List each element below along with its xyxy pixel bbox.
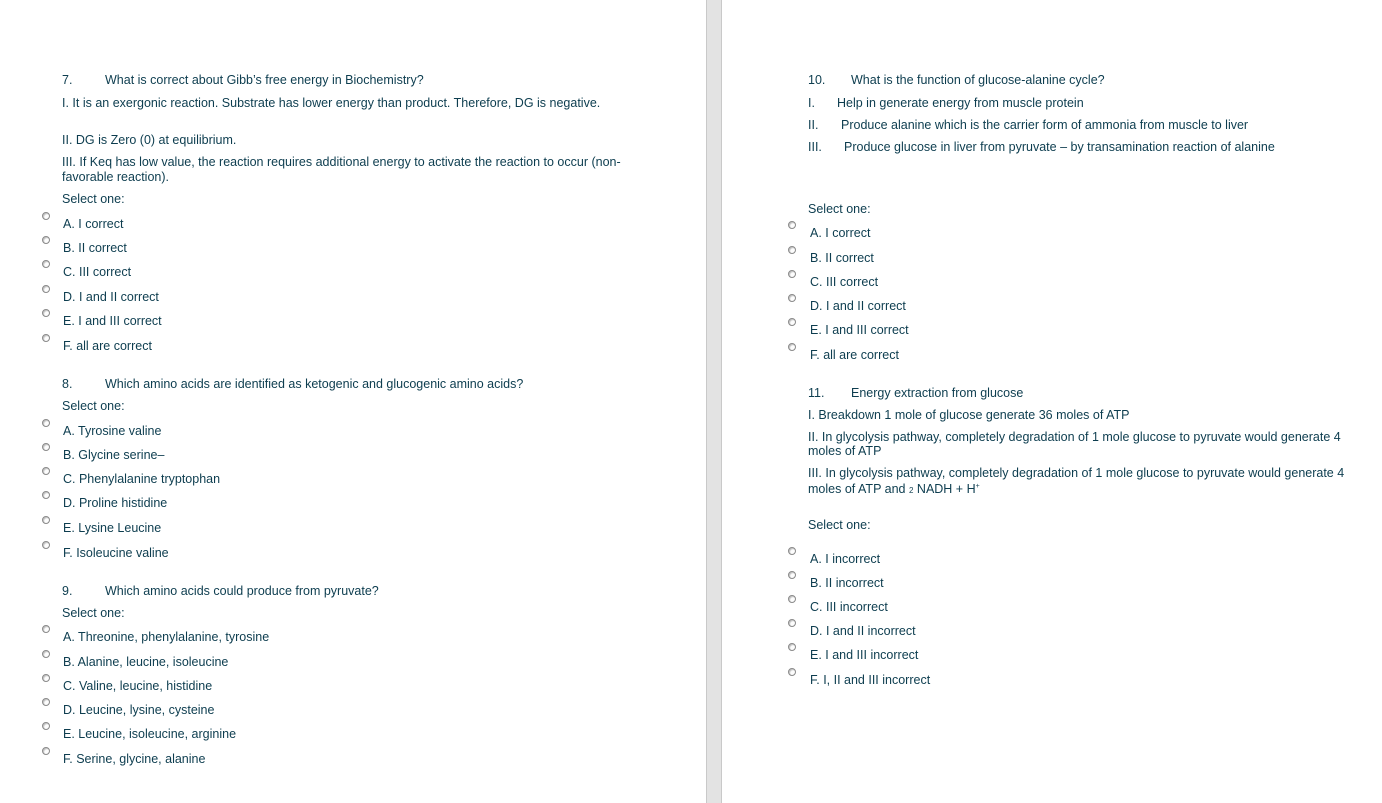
q8-option-f[interactable]: F. Isoleucine valine [63, 546, 169, 560]
q9-option-c[interactable]: C. Valine, leucine, histidine [63, 679, 213, 693]
q11-statement-1: I. Breakdown 1 mole of glucose generate 36 moles of ATP [808, 408, 1130, 422]
q10-radio-a[interactable] [788, 221, 796, 229]
q7-statement-3: III. If Keq has low value, the reaction requires additional energy to activate the reaction to occur (non-favorable reaction). [62, 155, 621, 184]
q10-radio-f[interactable] [788, 343, 796, 351]
q10-option-c[interactable]: C. III correct [810, 275, 879, 289]
q11-question-text: Energy extraction from glucose [851, 386, 1024, 400]
q8-option-c[interactable]: C. Phenylalanine tryptophan [63, 472, 221, 486]
q10-question-text: What is the function of glucose-alanine cycle? [851, 73, 1105, 87]
q8-option-d[interactable]: D. Proline histidine [63, 496, 168, 510]
q11-statement-3 [808, 466, 1358, 498]
q7-radio-d[interactable] [42, 285, 50, 293]
q11-select-label: Select one: [808, 518, 871, 532]
q7-option-b[interactable]: B. II correct [63, 241, 127, 255]
q10-option-a[interactable]: A. I correct [810, 226, 871, 240]
q9-radio-d[interactable] [42, 698, 50, 706]
q10-select-label: Select one: [808, 202, 871, 216]
q9-radio-c[interactable] [42, 674, 50, 682]
q8-question-text: Which amino acids are identified as ketogenic and glucogenic amino acids? [105, 377, 524, 391]
q10-statement-3: Produce glucose in liver from pyruvate – by transamination reaction of alanine [844, 140, 1275, 154]
q9-radio-e[interactable] [42, 722, 50, 730]
q11-radio-e[interactable] [788, 643, 796, 651]
q7-statement-1: I. It is an exergonic reaction. Substrate has lower energy than product. Therefore, DG is negative. [62, 96, 601, 110]
q9-option-f[interactable]: F. Serine, glycine, alanine [63, 752, 206, 766]
q8-radio-b[interactable] [42, 443, 50, 451]
right-page [722, 0, 1382, 803]
q7-number: 7. [62, 73, 73, 87]
q7-statement-2: II. DG is Zero (0) at equilibrium. [62, 133, 237, 147]
q10-radio-b[interactable] [788, 246, 796, 254]
q10-option-d[interactable]: D. I and II correct [810, 299, 906, 313]
q7-radio-c[interactable] [42, 260, 50, 268]
q8-option-b[interactable]: B. Glycine serine– [63, 448, 165, 462]
q10-statement-1: Help in generate energy from muscle protein [837, 96, 1084, 110]
q9-option-a[interactable]: A. Threonine, phenylalanine, tyrosine [63, 630, 270, 644]
q11-radio-f[interactable] [788, 668, 796, 676]
q10-option-b[interactable]: B. II correct [810, 251, 874, 265]
page-gutter-divider [706, 0, 722, 803]
q11-statement-2: II. In glycolysis pathway, completely degradation of 1 mole glucose to pyruvate would generate 4 moles of ATP [808, 430, 1341, 458]
q11-option-e[interactable]: E. I and III incorrect [810, 648, 919, 662]
q11-statement-3-text: III. In glycolysis pathway, completely degradation of 1 mole glucose to pyruvate would generate 4 moles of ATP and [808, 466, 1345, 497]
q11-radio-a[interactable] [788, 547, 796, 555]
q7-option-d[interactable]: D. I and II correct [63, 290, 159, 304]
q11-option-c[interactable]: C. III incorrect [810, 600, 888, 614]
q11-number: 11. [808, 386, 825, 400]
q9-option-d[interactable]: D. Leucine, lysine, cysteine [63, 703, 215, 717]
q10-statement-1-num: I. [808, 96, 815, 110]
q7-radio-e[interactable] [42, 309, 50, 317]
q7-option-c[interactable]: C. III correct [63, 265, 132, 279]
q7-question-text: What is correct about Gibb’s free energy in Biochemistry? [105, 73, 424, 87]
q7-radio-f[interactable] [42, 334, 50, 342]
q10-radio-c[interactable] [788, 270, 796, 278]
q9-radio-b[interactable] [42, 650, 50, 658]
q11-statement-3-coefficient: 2 [908, 486, 914, 496]
q9-option-e[interactable]: E. Leucine, isoleucine, arginine [63, 727, 237, 741]
q10-statement-2-num: II. [808, 118, 819, 132]
q11-statement-3-superscript: + [975, 483, 980, 490]
q10-radio-d[interactable] [788, 294, 796, 302]
q8-option-a[interactable]: A. Tyrosine valine [63, 424, 162, 438]
q8-radio-d[interactable] [42, 491, 50, 499]
q7-select-label: Select one: [62, 192, 125, 206]
q10-option-f[interactable]: F. all are correct [810, 348, 899, 362]
q8-option-e[interactable]: E. Lysine Leucine [63, 521, 162, 535]
q10-option-e[interactable]: E. I and III correct [810, 323, 909, 337]
q9-radio-a[interactable] [42, 625, 50, 633]
q7-option-f[interactable]: F. all are correct [63, 339, 152, 353]
q11-option-f[interactable]: F. I, II and III incorrect [810, 673, 931, 687]
q8-radio-f[interactable] [42, 541, 50, 549]
q10-statement-2: Produce alanine which is the carrier form of ammonia from muscle to liver [841, 118, 1249, 132]
q7-option-a[interactable]: A. I correct [63, 217, 124, 231]
q7-option-e[interactable]: E. I and III correct [63, 314, 162, 328]
q8-radio-c[interactable] [42, 467, 50, 475]
q9-number: 9. [62, 584, 73, 598]
q7-radio-b[interactable] [42, 236, 50, 244]
q11-radio-b[interactable] [788, 571, 796, 579]
q9-option-b[interactable]: B. Alanine, leucine, isoleucine [63, 655, 229, 669]
q11-radio-d[interactable] [788, 619, 796, 627]
q11-statement-3-nadh: NADH + H [913, 482, 976, 497]
q8-select-label: Select one: [62, 399, 125, 413]
q11-option-b[interactable]: B. II incorrect [810, 576, 884, 590]
q9-radio-f[interactable] [42, 747, 50, 755]
q10-number: 10. [808, 73, 826, 87]
q11-option-d[interactable]: D. I and II incorrect [810, 624, 916, 638]
q10-statement-3-num: III. [808, 140, 822, 154]
q11-option-a[interactable]: A. I incorrect [810, 552, 881, 566]
q11-radio-c[interactable] [788, 595, 796, 603]
q10-radio-e[interactable] [788, 318, 796, 326]
q9-question-text: Which amino acids could produce from pyruvate? [105, 584, 379, 598]
q7-radio-a[interactable] [42, 212, 50, 220]
q8-radio-e[interactable] [42, 516, 50, 524]
q9-select-label: Select one: [62, 606, 125, 620]
q8-number: 8. [62, 377, 73, 391]
q8-radio-a[interactable] [42, 419, 50, 427]
